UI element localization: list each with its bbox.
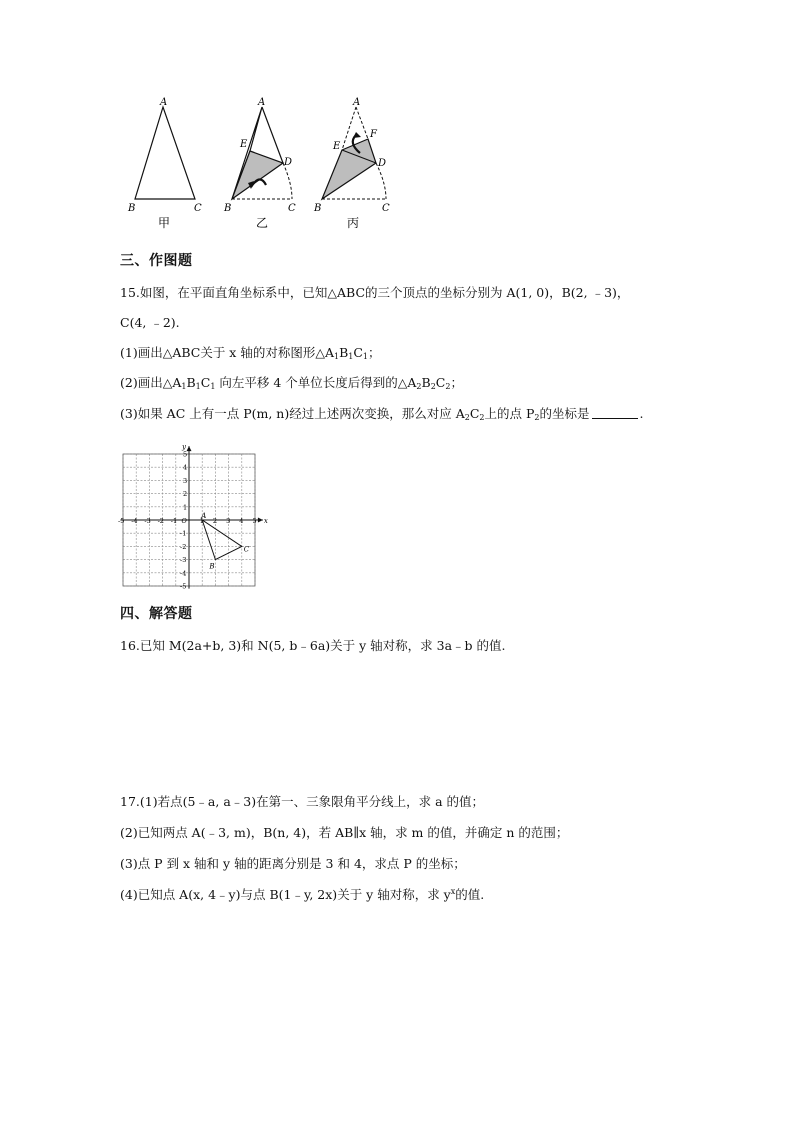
q15-part3: (3)如果 AC 上有一点 P(m, n)经过上述两次变换，那么对应 $A_2C_2$上的点 $P_2$的坐标是 .: [120, 406, 644, 422]
y-tick-label: 5: [183, 450, 188, 459]
fig-bing-D: D: [378, 158, 387, 169]
figure-yi: [223, 97, 296, 230]
triangle-figures: [120, 95, 410, 235]
fig-yi-D: D: [284, 157, 293, 168]
fig-bing-A: A: [353, 97, 361, 108]
fig-jia-A: A: [160, 97, 168, 108]
vertex-label-a: A: [201, 512, 207, 520]
vertex-label-b: B: [209, 562, 215, 571]
fig-jia-C: C: [194, 203, 202, 214]
q17-line4: (4)已知点 A(x, 4﹣y)与点 B(1﹣y, 2x)关于 y 轴对称，求 $y^x$的值.: [120, 886, 485, 902]
fig-yi-label: 乙: [256, 216, 269, 230]
section-title-drawing: 三、作图题: [120, 253, 193, 269]
fig-jia-label: 甲: [158, 216, 171, 230]
x-tick-label: 3: [226, 517, 231, 525]
fig-bing-B: B: [314, 203, 322, 214]
y-tick-label: -4: [180, 569, 187, 578]
fig-jia-B: B: [128, 203, 136, 214]
fig-yi-B: B: [224, 203, 232, 214]
y-tick-label: 2: [183, 490, 188, 499]
section-title-answer: 四、解答题: [120, 606, 193, 622]
x-tick-label: -5: [118, 517, 125, 525]
q15-part1: (1)画出△ABC关于 x 轴的对称图形$\triangle A_1B_1C_1$；: [120, 345, 381, 361]
y-axis-arrow: [187, 446, 192, 451]
q15-part2: (2)画出$\triangle A_1B_1C_1$ 向左平移 4 个单位长度后得到的$\triangle A_2B_2C_2$；: [120, 375, 463, 391]
x-tick-label: -4: [131, 517, 138, 525]
figure-jia: [127, 97, 202, 230]
y-tick-label: 4: [183, 463, 188, 472]
q17-line1: 17.(1)若点(5﹣a, a﹣3)在第一、三象限角平分线上，求 a 的值；: [120, 794, 484, 809]
vertex-label-c: C: [243, 545, 250, 554]
y-tick-label: -5: [180, 582, 187, 591]
q15-line1: 15.如图，在平面直角坐标系中，已知△ABC的三个顶点的坐标分别为 A(1, 0)，B(2, ﹣3)，: [120, 285, 630, 300]
x-tick-label: -1: [170, 517, 178, 525]
fig-yi-C: C: [288, 203, 296, 214]
x-tick-label: 4: [239, 517, 244, 525]
x-tick-label: 5: [252, 517, 257, 525]
q15-line2: C(4, ﹣2).: [120, 315, 180, 330]
fig-bing-C: C: [382, 203, 390, 214]
coordinate-grid: [118, 435, 268, 591]
q17-line3: (3)点 P 到 x 轴和 y 轴的距离分别是 3 和 4，求点 P 的坐标；: [120, 856, 466, 871]
x-tick-label: -3: [144, 517, 151, 525]
y-axis-label: y: [182, 443, 186, 452]
x-tick-label: O: [181, 517, 187, 525]
x-tick-label: 1: [199, 517, 204, 525]
fig-yi-E: E: [240, 139, 248, 150]
x-axis-label: x: [263, 517, 268, 525]
y-tick-label: 3: [183, 476, 188, 485]
y-tick-label: -1: [180, 529, 187, 538]
y-tick-label: 1: [183, 503, 188, 512]
q17-line2: (2)已知两点 A(﹣3, m)，B(n, 4)，若 AB∥x 轴，求 m 的值，并确定 n 的范围；: [120, 825, 569, 840]
x-axis-arrow: [258, 518, 263, 523]
fig-bing-F: F: [370, 129, 377, 140]
q16-text: 16.已知 M(2a+b, 3)和 N(5, b﹣6a)关于 y 轴对称，求 3a﹣b 的值.: [120, 638, 506, 653]
figure-bing: [313, 97, 390, 230]
answer-blank[interactable]: [592, 408, 638, 419]
x-tick-label: -2: [157, 517, 164, 525]
fig-bing-label: 丙: [347, 216, 360, 230]
fig-yi-A: A: [258, 97, 266, 108]
triangle-abc: [202, 520, 242, 560]
y-tick-label: -2: [180, 542, 187, 551]
x-tick-label: 2: [212, 517, 218, 525]
y-tick-label: -3: [180, 556, 187, 565]
fig-bing-E: E: [333, 141, 341, 152]
